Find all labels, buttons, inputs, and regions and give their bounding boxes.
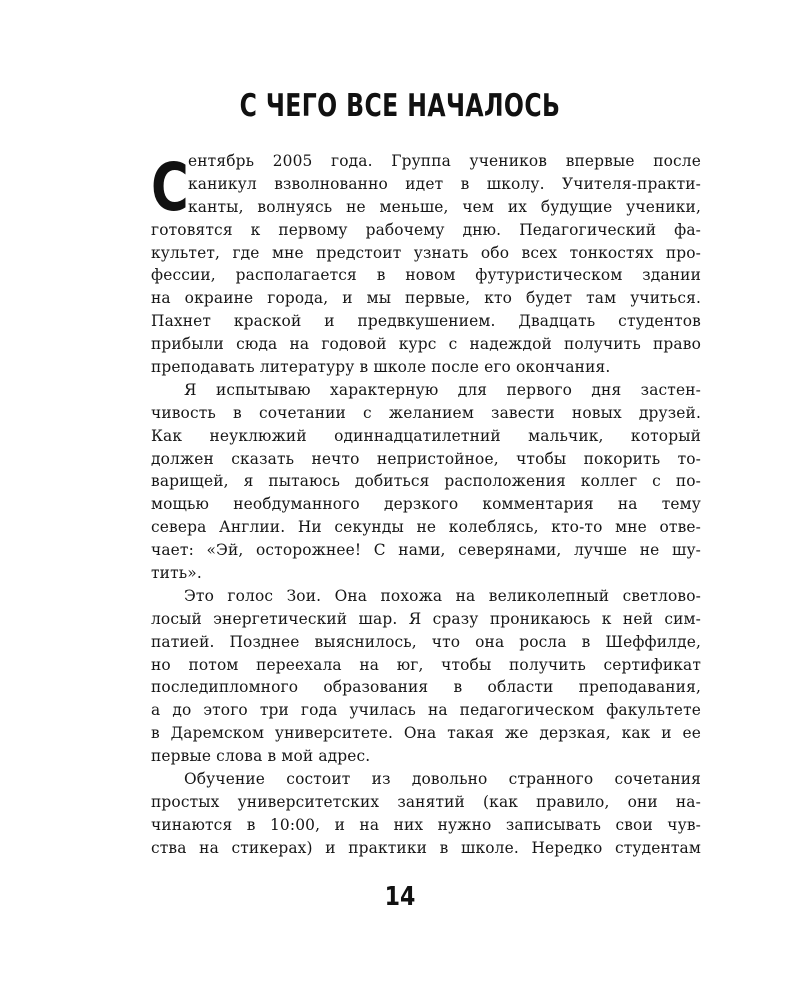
text-line: простых университетских занятий (как правило, они на- (151, 792, 701, 811)
text-line: Это голос Зои. Она похожа на великолепный светлово- (184, 586, 701, 605)
body-text (151, 150, 701, 860)
text-line: мощью необдуманного дерзкого комментария на тему (151, 495, 701, 514)
text-line: последипломного образования в области преподавания, (151, 678, 701, 697)
text-line: лосый энергетический шар. Я сразу проникаюсь к ней сим- (151, 609, 701, 628)
text-line: тить». (151, 564, 202, 583)
text-line: культет, где мне предстоит узнать обо всех тонкостях про- (151, 243, 701, 262)
text-line: преподавать литературу в школе после его окончания. (151, 358, 611, 377)
text-line: каникул взволнованно идет в школу. Учителя-практи- (188, 174, 701, 193)
text-line: севера Англии. Ни секунды не колеблясь, кто-то мне отве- (151, 518, 701, 537)
text-line: Обучение состоит из довольно странного сочетания (184, 770, 701, 789)
text-line: чивость в сочетании с желанием завести новых друзей. (151, 403, 701, 422)
text-line: первые слова в мой адрес. (151, 747, 371, 766)
text-line: ства на стикерах) и практики в школе. Нередко студентам (151, 838, 701, 857)
text-line: Как неуклюжий одиннадцатилетний мальчик, который (151, 426, 701, 445)
text-line: но потом переехала на юг, чтобы получить сертификат (151, 655, 701, 674)
text-line: чинаются в 10:00, и на них нужно записывать свои чув- (151, 815, 701, 834)
text-line: Я испытываю характерную для первого дня застен- (184, 380, 701, 399)
text-line: в Даремском университете. Она такая же дерзкая, как и ее (151, 724, 701, 743)
text-line: на окраине города, и мы первые, кто будет там учиться. (151, 289, 701, 308)
page-number: 14 (384, 882, 416, 912)
text-line: а до этого три года училась на педагогическом факультете (151, 701, 701, 720)
text-line: Пахнет краской и предвкушением. Двадцать студентов (151, 312, 701, 331)
text-line: прибыли сюда на годовой курс с надеждой получить право (151, 335, 701, 354)
drop-cap: С (151, 149, 189, 226)
text-line: готовятся к первому рабочему дню. Педагогический фа- (151, 220, 701, 239)
text-line: патией. Позднее выяснилось, что она росла в Шеффилде, (151, 632, 701, 651)
text-line: ентябрь 2005 года. Группа учеников впервые после (188, 152, 701, 170)
text-line: канты, волнуясь не меньше, чем их будущие ученики, (188, 197, 701, 216)
text-line: варищей, я пытаюсь добиться расположения коллег с по- (151, 472, 701, 491)
chapter-title: С ЧЕГО ВСЕ НАЧАЛОСЬ (239, 88, 561, 124)
text-line: фессии, располагается в новом футуристическом здании (151, 266, 701, 285)
text-line: должен сказать нечто непристойное, чтобы покорить то- (151, 449, 701, 468)
text-line: чает: «Эй, осторожнее! С нами, северянами, лучше не шу- (151, 541, 701, 560)
